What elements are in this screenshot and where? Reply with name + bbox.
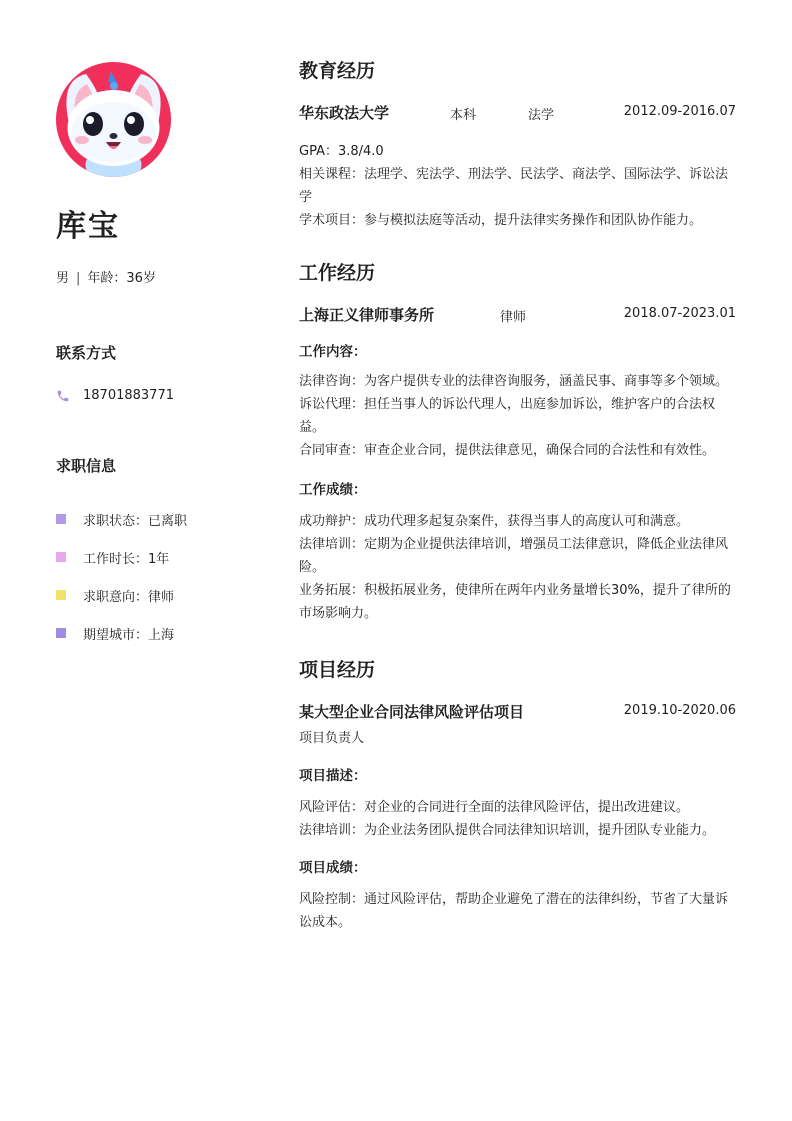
project-results-heading: 项目成绩： [299, 860, 367, 876]
age: 年龄：36岁 [87, 271, 156, 286]
work-content-item: 诉讼代理：担任当事人的诉讼代理人，出庭参加诉讼，维护客户的合法权益。 [299, 397, 716, 435]
company-name: 上海正义律师事务所 [299, 306, 435, 324]
cat-mascot-icon [56, 62, 171, 177]
bullet-square-icon [56, 628, 66, 638]
work-role: 律师 [500, 310, 527, 325]
work-date: 2018.07-2023.01 [623, 306, 736, 321]
phone-icon [56, 389, 70, 403]
job-intent-heading: 求职信息 [56, 457, 117, 475]
project-desc [299, 796, 736, 842]
major: 法学 [528, 108, 555, 123]
profile-name: 库宝 [56, 209, 120, 244]
education-heading: 教育经历 [299, 60, 376, 82]
work-achievement-item: 成功辩护：成功代理多起复杂案件，获得当事人的高度认可和满意。 [299, 514, 690, 529]
degree: 本科 [450, 108, 477, 123]
work-heading: 工作经历 [299, 262, 376, 284]
profile-meta [56, 267, 256, 286]
job-intent-duration: 工作时长：1年 [83, 551, 170, 567]
job-intent-target: 求职意向：律师 [83, 589, 175, 605]
academic-project: 学术项目：参与模拟法庭等活动，提升法律实务操作和团队协作能力。 [299, 213, 703, 228]
contact-heading: 联系方式 [56, 344, 117, 362]
courses: 相关课程：法理学、宪法学、刑法学、民法学、商法学、国际法学、诉讼法学 [299, 167, 729, 205]
work-achievements-heading: 工作成绩： [299, 482, 367, 498]
work-header [299, 304, 736, 326]
project-results [299, 888, 736, 934]
job-intent-list [56, 500, 256, 652]
project-desc-item: 风险评估：对企业的合同进行全面的法律风险评估，提出改进建议。 [299, 800, 690, 815]
job-intent-item [56, 538, 256, 576]
gender: 男 [56, 271, 70, 286]
project-header [299, 701, 736, 723]
avatar [56, 62, 171, 177]
project-title: 某大型企业合同法律风险评估项目 [299, 703, 525, 721]
project-desc-item: 法律培训：为企业法务团队提供合同法律知识培训，提升团队专业能力。 [299, 823, 716, 838]
job-intent-city: 期望城市：上海 [83, 627, 175, 643]
project-result-item: 风险控制：通过风险评估，帮助企业避免了潜在的法律纠纷，节省了大量诉讼成本。 [299, 892, 729, 930]
job-intent-item [56, 576, 256, 614]
bullet-square-icon [56, 552, 66, 562]
project-date: 2019.10-2020.06 [623, 703, 736, 718]
bullet-square-icon [56, 590, 66, 600]
education-details [299, 140, 736, 232]
work-achievement-item: 业务拓展：积极拓展业务，使律所在两年内业务量增长30%，提升了律所的市场影响力。 [299, 583, 731, 621]
project-desc-heading: 项目描述： [299, 768, 367, 784]
phone-number: 18701883771 [83, 388, 174, 403]
job-intent-item [56, 614, 256, 652]
job-intent-item [56, 500, 256, 538]
work-achievement-item: 法律培训：定期为企业提供法律培训，增强员工法律意识，降低企业法律风险。 [299, 537, 729, 575]
work-content-item: 合同审查：审查企业合同，提供法律意见，确保合同的合法性和有效性。 [299, 443, 716, 458]
education-date: 2012.09-2016.07 [623, 104, 736, 119]
education-header [299, 102, 736, 124]
sidebar [56, 62, 256, 652]
project-heading: 项目经历 [299, 659, 376, 681]
work-content-heading: 工作内容： [299, 344, 367, 360]
school-name: 华东政法大学 [299, 104, 390, 122]
project-role: 项目负责人 [299, 731, 365, 746]
job-intent-status: 求职状态：已离职 [83, 513, 188, 529]
contact-phone[interactable] [56, 388, 256, 403]
meta-separator: | [76, 271, 81, 286]
work-content-item: 法律咨询：为客户提供专业的法律咨询服务，涵盖民事、商事等多个领域。 [299, 374, 729, 389]
work-content [299, 370, 736, 462]
main-content [299, 56, 736, 934]
bullet-square-icon [56, 514, 66, 524]
gpa: GPA：3.8/4.0 [299, 144, 384, 159]
work-achievements [299, 510, 736, 625]
